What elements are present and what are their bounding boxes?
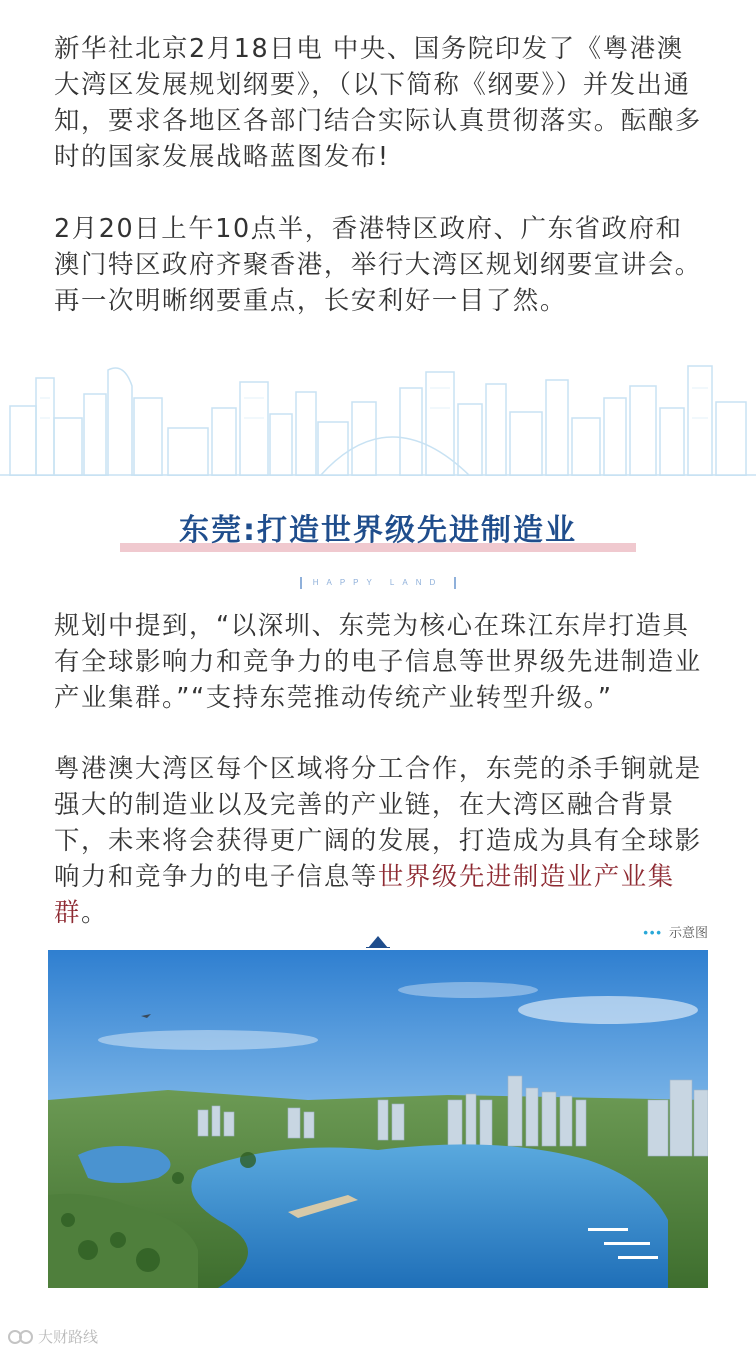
watermark-text: 大财路线	[38, 1328, 99, 1346]
section-heading: 东莞:打造世界级先进制造业	[179, 513, 577, 548]
body-paragraph-1: 规划中提到，“以深圳、东莞为核心在珠江东岸打造具有全球影响力和竞争力的电子信息等世界级先进制造业产业集群。”“支持东莞推动传统产业转型升级。”	[54, 610, 702, 712]
body-paragraph-2-text: 粤港澳大湾区每个区域将分工合作，东莞的杀手锏就是强大的制造业以及完善的产业链，在大湾区融合背景下，未来将会获得更广阔的发展，打造成为具有全球影响力和竞争力的电子信息等	[54, 753, 702, 891]
image-caption-row	[643, 922, 708, 941]
image-caption: 示意图	[668, 925, 708, 940]
triangle-pointer-icon	[366, 932, 390, 948]
bay-area-aerial-photo	[48, 950, 708, 1288]
body-paragraph-2-end: 。	[81, 897, 108, 927]
section-heading-block	[0, 505, 756, 595]
dots-icon: •••	[643, 925, 663, 940]
watermark-logo-icon	[8, 1329, 34, 1345]
body-paragraph-2	[54, 750, 706, 930]
watermark	[8, 1326, 98, 1347]
highlight-text: 世界级先进制造业产业集群	[54, 861, 675, 927]
happy-land-tag: HAPPY LAND	[300, 577, 456, 589]
city-skyline-illustration	[0, 358, 756, 476]
intro-paragraph-1: 新华社北京2月18日电 中央、国务院印发了《粤港澳大湾区发展规划纲要》，（以下简称《纲要》）并发出通知，要求各地区各部门结合实际认真贯彻落实。酝酿多时的国家发展战略蓝图发布!	[54, 33, 702, 171]
intro-paragraph-2: 2月20日上午10点半，香港特区政府、广东省政府和澳门特区政府齐聚香港，举行大湾区规划纲要宣讲会。再一次明晰纲要重点，长安利好一目了然。	[54, 213, 702, 315]
